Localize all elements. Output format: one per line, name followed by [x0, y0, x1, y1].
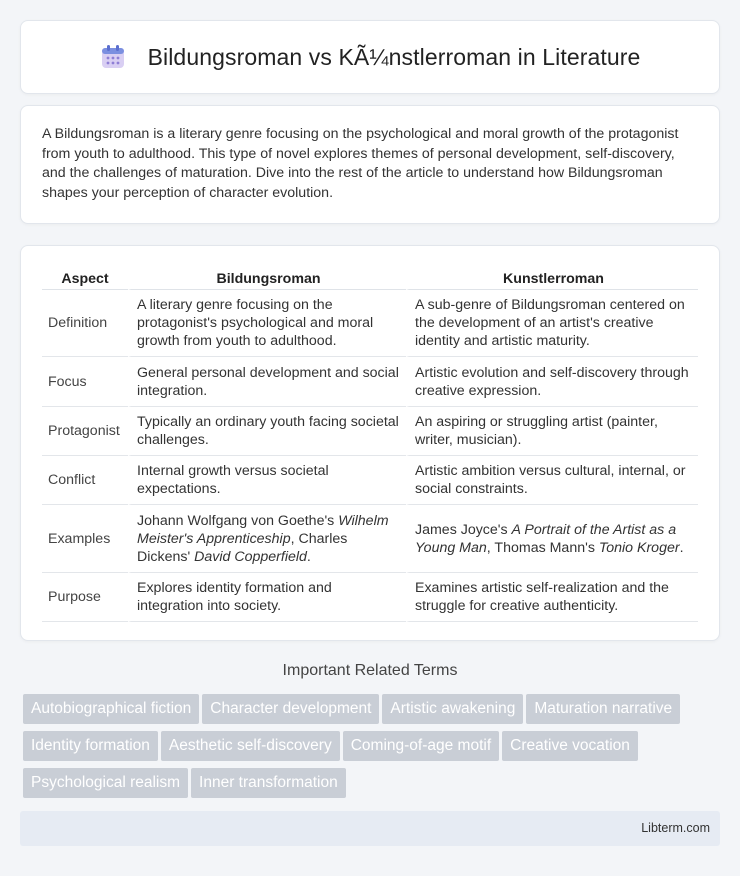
- row-bildungsroman: Johann Wolfgang von Goethe's Wilhelm Meister's Apprenticeship, Charles Dickens' David Copperfield.: [128, 505, 406, 573]
- tag-aesthetic-self-discovery[interactable]: Aesthetic self-discovery: [161, 731, 340, 761]
- related-terms-heading: Important Related Terms: [282, 662, 458, 679]
- table-row: [42, 357, 698, 407]
- row-kunstlerroman: Artistic evolution and self-discovery through creative expression.: [406, 357, 698, 407]
- intro-card: [20, 105, 720, 224]
- tag-artistic-awakening[interactable]: Artistic awakening: [382, 694, 523, 724]
- row-aspect: Focus: [42, 357, 128, 407]
- related-terms-tags: [23, 694, 723, 805]
- table-row: [42, 290, 698, 357]
- row-bildungsroman: Explores identity formation and integration into society.: [128, 573, 406, 622]
- tag-inner-transformation[interactable]: Inner transformation: [191, 768, 346, 798]
- table-row: [42, 456, 698, 505]
- row-aspect: Purpose: [42, 573, 128, 622]
- row-bildungsroman: Internal growth versus societal expectations.: [128, 456, 406, 505]
- calendar-icon: [100, 44, 126, 70]
- row-aspect: Definition: [42, 290, 128, 357]
- tag-autobiographical-fiction[interactable]: Autobiographical fiction: [23, 694, 199, 724]
- tag-identity-formation[interactable]: Identity formation: [23, 731, 158, 761]
- comparison-card: [20, 245, 720, 641]
- footer: [20, 811, 720, 846]
- tag-character-development[interactable]: Character development: [202, 694, 379, 724]
- row-aspect: Protagonist: [42, 407, 128, 456]
- tag-maturation-narrative[interactable]: Maturation narrative: [526, 694, 680, 724]
- table-row: [42, 505, 698, 573]
- footer-site-link[interactable]: Libterm.com: [641, 821, 710, 835]
- header-bildungsroman: Bildungsroman: [128, 266, 406, 290]
- row-bildungsroman: A literary genre focusing on the protagonist's psychological and moral growth from youth to adulthood.: [128, 290, 406, 357]
- tag-coming-of-age-motif[interactable]: Coming-of-age motif: [343, 731, 499, 761]
- header-kunstlerroman: Kunstlerroman: [406, 266, 698, 290]
- row-bildungsroman: Typically an ordinary youth facing societal challenges.: [128, 407, 406, 456]
- intro-text: A Bildungsroman is a literary genre focusing on the psychological and moral growth of the protagonist from youth to adulthood. This type of novel explores themes of personal development, self-discovery, and the challenges of maturation. Dive into the rest of the article to understand how Bildungsroman shapes your perception of character evolution.: [42, 126, 679, 201]
- page-title: Bildungsroman vs KÃ¼nstlerroman in Literature: [147, 43, 641, 70]
- header-aspect: Aspect: [42, 266, 128, 290]
- row-kunstlerroman: Examines artistic self-realization and the struggle for creative authenticity.: [406, 573, 698, 622]
- table-row: [42, 407, 698, 456]
- table-row: [42, 573, 698, 622]
- row-kunstlerroman: Artistic ambition versus cultural, internal, or social constraints.: [406, 456, 698, 505]
- tag-psychological-realism[interactable]: Psychological realism: [23, 768, 188, 798]
- title-card: [20, 20, 720, 94]
- table-header-row: [42, 266, 698, 290]
- comparison-table: [42, 266, 698, 622]
- row-aspect: Conflict: [42, 456, 128, 505]
- row-kunstlerroman: An aspiring or struggling artist (painter, writer, musician).: [406, 407, 698, 456]
- tag-creative-vocation[interactable]: Creative vocation: [502, 731, 638, 761]
- row-bildungsroman: General personal development and social integration.: [128, 357, 406, 407]
- row-kunstlerroman: A sub-genre of Bildungsroman centered on the development of an artist's creative identity and artistic maturity.: [406, 290, 698, 357]
- row-kunstlerroman: James Joyce's A Portrait of the Artist as a Young Man, Thomas Mann's Tonio Kroger.: [406, 505, 698, 573]
- row-aspect: Examples: [42, 505, 128, 573]
